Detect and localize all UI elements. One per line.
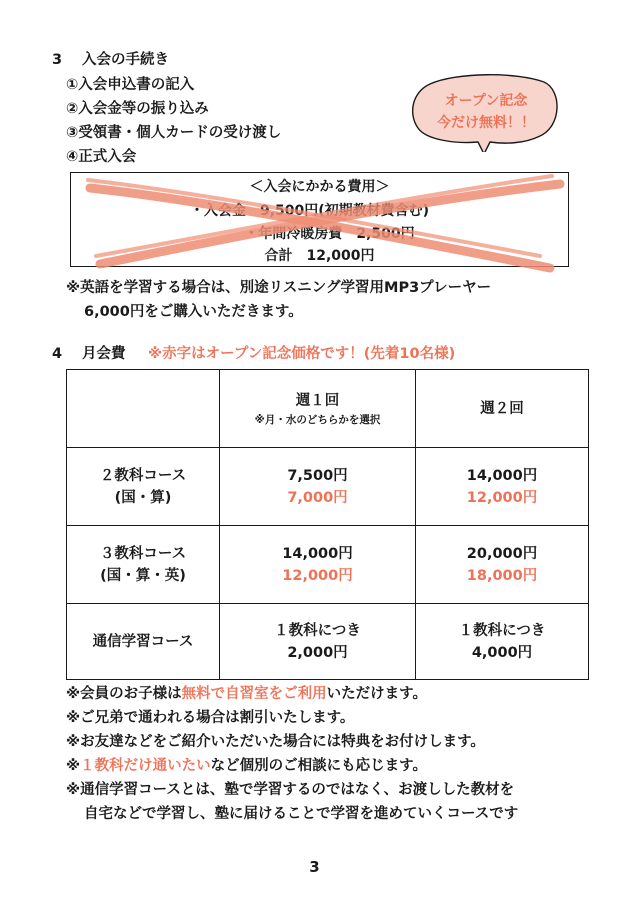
fee-line-admission: ・入会金 9,500円(初期教材費含む) (189, 203, 430, 219)
step-1: ①入会申込書の記入 (66, 77, 195, 93)
section4-number: 4 (52, 346, 63, 362)
step-3: ③受領書・個人カードの受け渡し (66, 125, 282, 141)
fee-title: ＜入会にかかる費用＞ (249, 179, 390, 195)
section3-heading: 入会の手続き (82, 52, 169, 68)
section4-heading: 月会費 (82, 346, 126, 362)
fee-line-aircon: ・年間冷暖房費 2,500円 (244, 226, 415, 242)
course-name-2: ２教科コース (国・算) (67, 448, 220, 526)
price-cell: 14,000円 12,000円 (220, 526, 416, 604)
note-siblings: ※ご兄弟で通われる場合は割引いたします。 (66, 710, 355, 726)
course-name-correspondence: 通信学習コース (67, 604, 220, 680)
note-correspondence-1: ※通信学習コースとは、塾で学習するのではなく、お渡しした教材を (66, 782, 515, 798)
step-4: ④正式入会 (66, 149, 137, 165)
section4-note: ※赤字はオープン記念価格です！(先着10名様) (148, 346, 456, 362)
note-english-1: ※英語を学習する場合は、別途リスニング学習用MP3プレーヤー (66, 280, 492, 296)
note-study-room: ※会員のお子様は無料で自習室をご利用いただけます。 (66, 686, 427, 702)
step-2: ②入会金等の振り込み (66, 101, 209, 117)
bubble-text (412, 90, 560, 134)
page-number: 3 (309, 858, 320, 876)
bubble-line-2: 今だけ無料！！ (437, 115, 535, 131)
fee-total: 合計 12,000円 (264, 248, 375, 264)
monthly-fee-table (66, 369, 589, 680)
table-row (67, 448, 589, 526)
price-cell: １教科につき 2,000円 (220, 604, 416, 680)
table-row (67, 604, 589, 680)
section3-number: 3 (52, 52, 63, 68)
note-correspondence-2: 自宅などで学習し、塾に届けることで学習を進めていくコースです (84, 806, 519, 822)
price-cell: 20,000円 18,000円 (416, 526, 589, 604)
price-cell: 14,000円 12,000円 (416, 448, 589, 526)
col-header-weekly-1-note: ※月・水のどちらかを選択 (254, 413, 381, 426)
table-corner-cell (67, 370, 220, 448)
table-header-row (67, 370, 589, 448)
table-row (67, 526, 589, 604)
cross-out-mark (60, 160, 580, 280)
note-english-2: 6,000円をご購入いただきます。 (84, 304, 303, 320)
course-name-3: ３教科コース (国・算・英) (67, 526, 220, 604)
price-cell: 7,500円 7,000円 (220, 448, 416, 526)
note-single-subject: ※１教科だけ通いたいなど個別のご相談にも応じます。 (66, 758, 427, 774)
col-header-weekly-2: 週２回 (416, 370, 589, 448)
note-referral: ※お友達などをご紹介いただいた場合には特典をお付けします。 (66, 734, 485, 750)
price-cell: １教科につき 4,000円 (416, 604, 589, 680)
bubble-line-1: オープン記念 (444, 93, 528, 109)
col-header-weekly-1: 週１回 ※月・水のどちらかを選択 (220, 370, 416, 448)
